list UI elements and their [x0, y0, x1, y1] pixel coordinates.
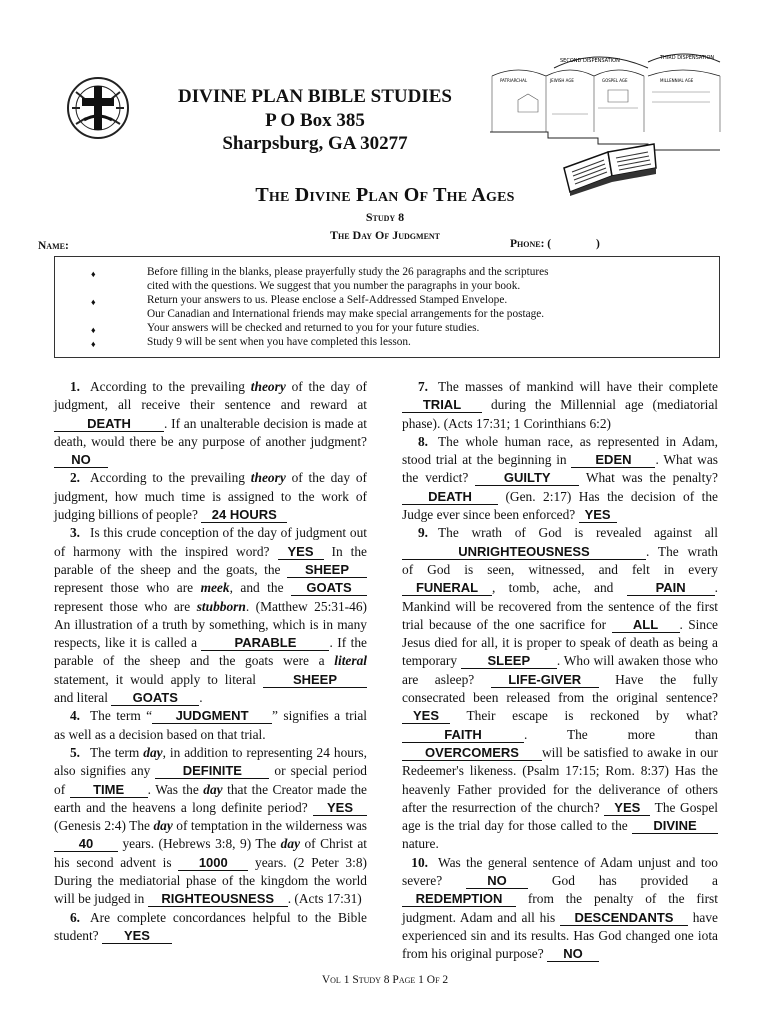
answer-blank[interactable]: TRIAL: [402, 398, 482, 413]
instructions-box: [54, 256, 720, 358]
answer-blank[interactable]: GOATS: [111, 691, 199, 706]
answer-blank[interactable]: DEATH: [54, 417, 164, 432]
answer-blank[interactable]: PAIN: [627, 581, 715, 596]
second-dispensation-label: SECOND DISPENSATION: [560, 58, 620, 64]
answer-blank[interactable]: YES: [278, 545, 324, 560]
answer-blank[interactable]: YES: [604, 801, 650, 816]
page-title: The Divine Plan Of The Ages: [255, 184, 515, 206]
answer-blank[interactable]: DESCENDANTS: [560, 911, 688, 926]
address-line-1: P O Box 385: [265, 110, 365, 131]
bullet-icon: ♦: [91, 297, 96, 307]
answer-blank[interactable]: YES: [313, 801, 367, 816]
answer-blank[interactable]: PARABLE: [201, 636, 329, 651]
answer-blank[interactable]: DEFINITE: [155, 764, 269, 779]
bullet-icon: ♦: [91, 325, 96, 335]
answer-blank[interactable]: GOATS: [291, 581, 367, 596]
instruction-line: Your answers will be checked and returned to you for your future studies.: [147, 322, 480, 334]
name-field-label: Name:: [38, 240, 69, 252]
answer-blank[interactable]: SLEEP: [461, 654, 557, 669]
answer-blank[interactable]: YES: [102, 929, 172, 944]
answer-blank[interactable]: 40: [54, 837, 118, 852]
answer-blank[interactable]: SHEEP: [287, 563, 367, 578]
phone-field-label: Phone: (: [510, 238, 552, 250]
answer-blank[interactable]: FAITH: [402, 728, 524, 743]
instruction-line: Before filling in the blanks, please prayerfully study the 26 paragraphs and the scriptures: [147, 266, 549, 278]
page-footer: Vol 1 Study 8 Page 1 Of 2: [321, 974, 449, 986]
jewish-age-label: JEWISH AGE: [550, 78, 574, 83]
questions-left-column: 1. According to the prevailing theory of the day of judgment, all receive their sentence and reward at DEATH . If an unalterable decision is made at death, would there be any purpose of another judgment? NO 2. According to the prevailing theory of the day of judgment, how much time is assigned to the work of judging billions of people? 24 HOURS 3. Is this crude conception of the day of judgment out of harmony with the inspired word? YES In the parable of the sheep and the goats, the SHEEP represent those who are meek, and the GOATS represent those who are stubborn. (Matthew 25:31-46) An illustration of a truth by something, which is in many respects, like it is called a PARABLE . If the parable of the sheep and the goats were a literal statement, it would apply to literal SHEEP and literal GOATS . 4. The term “ JUDGMENT ” signifies a trial as well as a decision based on that trial. 5. The term day, in addition to representing 24 hours, also signifies any DEFINITE or special period of TIME . Was the day that the Creator made the earth and the heavens a long definite period? YES (Genesis 2:4) The day of temptation in the wilderness was 40 years. (Hebrews 3:8, 9) The day of Christ at his second advent is 1000 years. (2 Peter 3:8) During the mediatorial phase of the kingdom the world will be judged in RIGHTEOUSNESS . (Acts 17:31) 6. Are complete concordances helpful to the Bible student? YES: [54, 379, 368, 943]
instruction-line: Our Canadian and International friends may make special arrangements for the postage.: [147, 308, 545, 320]
answer-blank[interactable]: DEATH: [402, 490, 498, 505]
answer-blank[interactable]: YES: [402, 709, 450, 724]
study-subtitle: The Day Of Judgment: [329, 228, 441, 242]
instruction-line: Study 9 will be sent when you have completed this lesson.: [147, 336, 411, 348]
answer-blank[interactable]: TIME: [70, 783, 148, 798]
answer-blank[interactable]: 24 HOURS: [201, 508, 287, 523]
answer-blank[interactable]: UNRIGHTEOUSNESS: [402, 545, 646, 560]
answer-blank[interactable]: SHEEP: [263, 673, 367, 688]
answer-blank[interactable]: FUNERAL: [402, 581, 492, 596]
answer-blank[interactable]: YES: [579, 508, 617, 523]
answer-blank[interactable]: JUDGMENT: [152, 709, 272, 724]
instruction-line: Return your answers to us. Please enclose a Self-Addressed Stamped Envelope.: [147, 294, 508, 306]
answer-blank[interactable]: REDEMPTION: [402, 892, 516, 907]
answer-blank[interactable]: EDEN: [571, 453, 655, 468]
answer-blank[interactable]: ALL: [612, 618, 680, 633]
answer-blank[interactable]: NO: [547, 947, 599, 962]
ministry-logo-icon: [62, 72, 134, 144]
millennial-age-label: MILLENNIAL AGE: [660, 78, 694, 83]
bullet-icon: ♦: [91, 339, 96, 349]
study-number: Study 8: [365, 210, 405, 224]
questions-right-column: 7. The masses of mankind will have their complete TRIAL during the Millennial age (mediatorial phase). (Acts 17:31; 1 Corinthians 6:2) 8. The whole human race, as represented in Adam, stood trial at the beginning in EDEN . What was the verdict? GUILTY What was the penalty? DEATH (Gen. 2:17) Has the decision of the Judge ever since been enforced? YES 9. The wrath of God is revealed against all UNRIGHTEOUSNESS . The wrath of God is seen, witnessed, and felt in every FUNERAL , tomb, ache, and PAIN . Mankind will be recovered from the sentence of the first trial because of the one sacrifice for ALL . Since Jesus died for all, it is proper to speak of death as being a temporary SLEEP . Who will awaken those who are asleep? LIFE-GIVER Have the fully consecrated been released from the original sentence? YES Their escape is reckoned by what? FAITH . The more than OVERCOMERS will be satisfied to awake in our Redeemer's likeness. (Psalm 17:15; Rom. 8:37) Has the heavenly Father provided for the deliverance of others after the resurrection of the church? YES The Gospel age is the trial day for those called to the DIVINE nature. 10. Was the general sentence of Adam unjust and too severe? NO God has provided a REDEMPTION from the penalty of the first judgment. Adam and all his DESCENDANTS have experienced sin and its results. Has God changed one iota from his original purpose? NO: [402, 379, 719, 962]
answer-blank[interactable]: NO: [466, 874, 528, 889]
organization-name: DIVINE PLAN BIBLE STUDIES: [178, 86, 452, 107]
answer-blank[interactable]: DIVINE: [632, 819, 718, 834]
answer-blank[interactable]: GUILTY: [475, 471, 579, 486]
third-dispensation-label: THIRD DISPENSATION: [660, 55, 715, 61]
answer-blank[interactable]: RIGHTEOUSNESS: [148, 892, 288, 907]
answer-blank[interactable]: 1000: [178, 856, 248, 871]
bullet-icon: ♦: [91, 269, 96, 279]
phone-close-paren: ): [596, 238, 600, 250]
patriarchal-label: PATRIARCHAL: [500, 78, 528, 83]
answer-blank[interactable]: OVERCOMERS: [402, 746, 542, 761]
gospel-age-label: GOSPEL AGE: [602, 78, 628, 83]
answer-blank[interactable]: LIFE-GIVER: [491, 673, 599, 688]
instruction-line: cited with the questions. We suggest that you number the paragraphs in your book.: [147, 280, 521, 292]
answer-blank[interactable]: NO: [54, 453, 108, 468]
address-line-2: Sharpsburg, GA 30277: [222, 133, 408, 154]
